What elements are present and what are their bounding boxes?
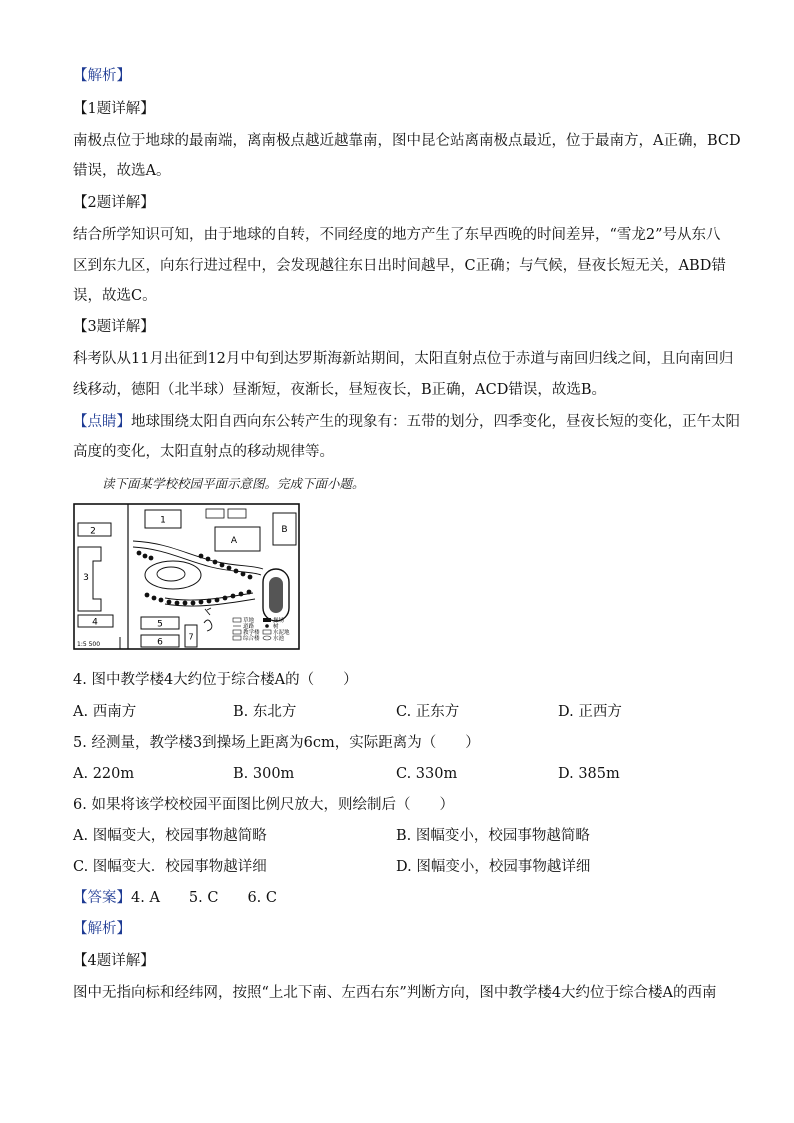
q4-option-d: D. 正西方 [558,704,622,720]
q1-line-2: 错误，故选A。 [73,163,171,179]
campus-map [73,503,301,651]
key-point-line-2: 高度的变化，太阳直射点的移动规律等。 [73,444,334,460]
building-2-label: 2 [90,526,96,537]
building-A-label: A [230,536,238,546]
q5-option-b: B. 300m [233,766,295,782]
complex-building-A [215,527,260,551]
q4-detail-line-1: 图中无指向标和经纬网，按照“上北下南、左西右东”判断方向，图中教学楼4大约位于综合楼A的西南 [73,985,717,1001]
analysis-heading-2: 【解析】 [73,921,131,937]
svg-text:水泥地: 水泥地 [273,630,290,636]
map-scale: 1:5 500 [77,641,101,648]
building-3-label: 3 [83,573,89,583]
svg-text:综合楼: 综合楼 [243,636,260,642]
svg-text:草地: 草地 [243,618,255,624]
key-point-tag: 【点睛】 [73,414,131,430]
q6-option-d: D. 图幅变小，校园事物越详细 [396,859,591,875]
building-B-label: B [281,525,288,535]
q4-option-b: B. 东北方 [233,704,297,720]
q2-detail-heading: 【2题详解】 [73,195,155,211]
q2-line-3: 误，故选C。 [73,288,157,304]
building-5-label: 5 [157,619,163,630]
q5-option-d: D. 385m [558,766,620,782]
key-point-line-1 [73,412,740,432]
building-6-label: 6 [157,637,163,648]
svg-text:教学楼: 教学楼 [243,630,260,636]
answer-line [73,888,277,908]
q4-stem: 4. 图中教学楼4大约位于综合楼A的（ ） [73,672,358,688]
svg-text:操场: 操场 [273,618,285,624]
q6-option-b: B. 图幅变小，校园事物越简略 [396,828,590,844]
svg-text:树: 树 [273,624,279,630]
answer-text: 4. A 5. C 6. C [131,890,277,906]
q2-line-1: 结合所学知识可知，由于地球的自转，不同经度的地方产生了东早西晚的时间差异，“雪龙2”号从东八 [73,227,721,243]
q6-option-c: C. 图幅变大．校园事物越详细 [73,859,267,875]
answer-tag: 【答案】 [73,890,131,906]
svg-text:水池: 水池 [273,636,285,642]
q2-line-2: 区到东九区，向东行进过程中，会发现越往东日出时间越早，C正确；与气候，昼夜长短无关，ABD错 [73,258,726,274]
q4-option-a: A. 西南方 [73,704,137,720]
q5-option-a: A. 220m [73,766,135,782]
q5-option-c: C. 330m [396,766,458,782]
building-7-label: 7 [188,632,194,642]
key-point-text: 地球围绕太阳自西向东公转产生的现象有：五带的划分，四季变化，昼夜长短的变化，正午太阳 [131,414,740,430]
building-4-label: 4 [92,617,98,628]
analysis-heading: 【解析】 [73,68,131,84]
svg-text:道路: 道路 [243,624,255,630]
map-legend [233,616,290,642]
q4-detail-heading: 【4题详解】 [73,953,155,969]
map-caption: 读下面某学校校园平面示意图。完成下面小题。 [102,476,365,491]
q3-detail-heading: 【3题详解】 [73,319,155,335]
q3-line-2: 线移动，德阳（北半球）昼渐短，夜渐长，昼短夜长，B正确，ACD错误，故选B。 [73,382,606,398]
q5-stem: 5. 经测量，教学楼3到操场上距离为6cm，实际距离为（ ） [73,735,480,751]
building-1-label: 1 [160,515,166,526]
q6-option-a: A. 图幅变大，校园事物越简略 [73,828,267,844]
building-3 [78,547,101,611]
q1-detail-heading: 【1题详解】 [73,101,155,117]
q3-line-1: 科考队从11月出征到12月中旬到达罗斯海新站期间，太阳直射点位于赤道与南回归线之间，且向南回归 [73,351,734,367]
q4-option-c: C. 正东方 [396,704,460,720]
q6-stem: 6. 如果将该学校校园平面图比例尺放大，则绘制后（ ） [73,797,454,813]
q1-line-1: 南极点位于地球的最南端，离南极点越近越靠南，图中昆仑站离南极点最近，位于最南方，A正确，BCD [73,133,741,149]
